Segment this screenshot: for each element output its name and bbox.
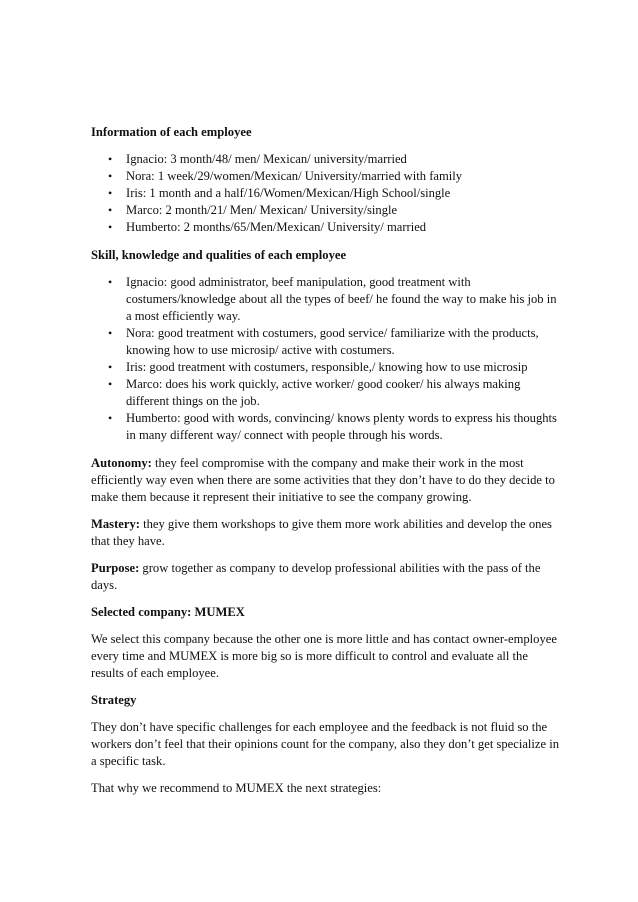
list-item-text: Humberto: 2 months/65/Men/Mexican/ University/ married — [126, 220, 427, 234]
list-item — [91, 202, 561, 219]
info-heading: Information of each employee — [91, 125, 252, 139]
list-item-text: Humberto: good with words, convincing/ knows plenty words to express his thoughts in many different way/ connect with people through his words. — [126, 411, 557, 442]
list-item — [91, 151, 561, 168]
bullet-icon: • — [108, 186, 113, 200]
selected-company-heading: Selected company: MUMEX — [91, 605, 245, 619]
list-item-text: Ignacio: good administrator, beef manipulation, good treatment with costumers/knowledge about all the types of beef/ he found the way to make his job in a most efficiently way. — [126, 275, 557, 323]
strategy-heading: Strategy — [91, 693, 137, 707]
list-item-text: Ignacio: 3 month/48/ men/ Mexican/ university/married — [126, 152, 407, 166]
strategy-paragraph: They don’t have specific challenges for each employee and the feedback is not fluid so the workers don’t feel that their opinions count for the company, also they don’t get specialize in a specific task. — [91, 720, 560, 768]
mastery-text: they give them workshops to give them more work abilities and develop the ones that they have. — [91, 517, 552, 548]
document-page — [91, 124, 561, 807]
bullet-icon: • — [108, 220, 113, 234]
list-item — [91, 274, 561, 325]
bullet-icon: • — [108, 360, 113, 374]
list-item — [91, 219, 561, 236]
list-item-text: Iris: 1 month and a half/16/Women/Mexican/High School/single — [126, 186, 451, 200]
skills-heading: Skill, knowledge and qualities of each employee — [91, 248, 347, 262]
purpose-paragraph — [91, 560, 561, 594]
list-item — [91, 376, 561, 410]
selected-company-paragraph: We select this company because the other one is more little and has contact owner-employee every time and MUMEX is more big so is more difficult to control and evaluate all the results of each employee. — [91, 632, 557, 680]
bullet-icon: • — [108, 411, 113, 425]
autonomy-paragraph — [91, 455, 561, 506]
list-item-text: Marco: does his work quickly, active worker/ good cooker/ his always making different things on the job. — [126, 377, 521, 408]
list-item-text: Iris: good treatment with costumers, responsible,/ knowing how to use microsip — [126, 360, 528, 374]
list-item-text: Marco: 2 month/21/ Men/ Mexican/ University/single — [126, 203, 398, 217]
list-item — [91, 185, 561, 202]
bullet-icon: • — [108, 377, 113, 391]
purpose-text: grow together as company to develop professional abilities with the pass of the days. — [91, 561, 541, 592]
bullet-icon: • — [108, 275, 113, 289]
autonomy-text: they feel compromise with the company and make their work in the most efficiently way even when there are some activities that they don’t have to do they decide to make them because it represent their initiative to see the company growing. — [91, 456, 555, 504]
list-item — [91, 325, 561, 359]
bullet-icon: • — [108, 326, 113, 340]
purpose-label: Purpose: — [91, 561, 140, 575]
bullet-icon: • — [108, 203, 113, 217]
bullet-icon: • — [108, 169, 113, 183]
mastery-label: Mastery: — [91, 517, 140, 531]
list-item — [91, 359, 561, 376]
bullet-icon: • — [108, 152, 113, 166]
closing-paragraph: That why we recommend to MUMEX the next strategies: — [91, 781, 382, 795]
skills-list — [91, 274, 561, 444]
info-list — [91, 151, 561, 236]
list-item-text: Nora: good treatment with costumers, good service/ familiarize with the products, knowing how to use microsip/ active with costumers. — [126, 326, 539, 357]
list-item — [91, 168, 561, 185]
list-item — [91, 410, 561, 444]
autonomy-label: Autonomy: — [91, 456, 152, 470]
mastery-paragraph — [91, 516, 561, 550]
list-item-text: Nora: 1 week/29/women/Mexican/ University/married with family — [126, 169, 463, 183]
